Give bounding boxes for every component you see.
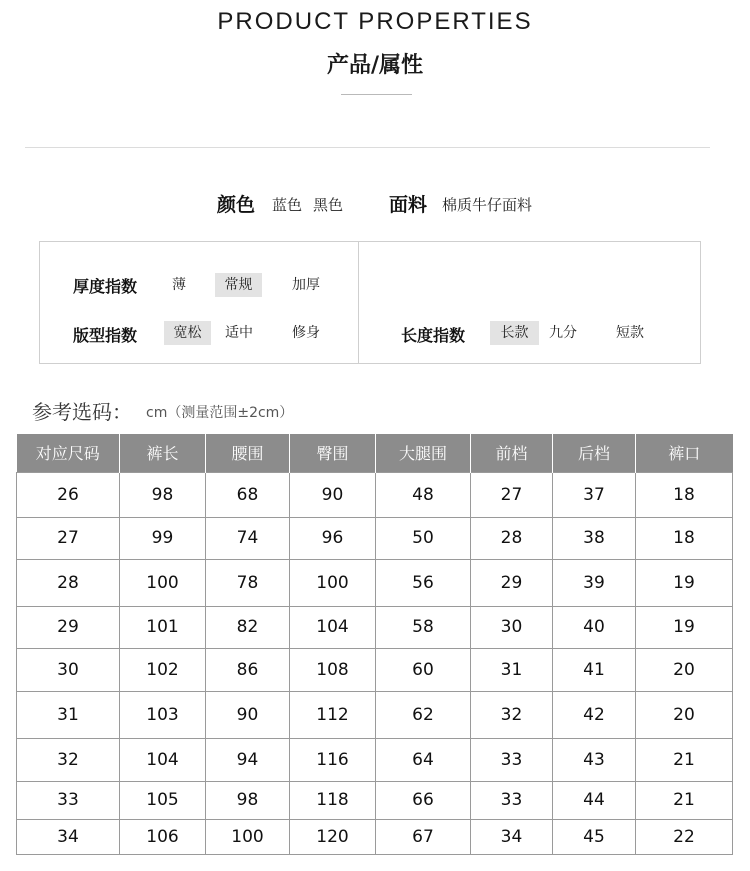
size-cell: 32 <box>17 738 120 781</box>
spec-box <box>39 241 701 364</box>
size-cell: 27 <box>17 517 120 559</box>
table-row <box>17 517 733 559</box>
measurement-cell: 42 <box>553 691 636 738</box>
fabric-value: 棉质牛仔面料 <box>442 196 533 214</box>
size-chart-subtitle: cm（测量范围±2cm） <box>146 405 294 421</box>
measurement-cell: 112 <box>290 691 376 738</box>
title-underline <box>341 94 412 95</box>
thickness-option-thick: 加厚 <box>292 277 320 293</box>
measurement-cell: 19 <box>636 559 733 606</box>
size-cell: 28 <box>17 559 120 606</box>
measurement-cell: 21 <box>636 781 733 819</box>
size-cell: 34 <box>17 819 120 854</box>
thickness-option-thin: 薄 <box>172 277 186 293</box>
column-header: 前档 <box>471 434 553 472</box>
measurement-cell: 18 <box>636 472 733 517</box>
measurement-cell: 19 <box>636 606 733 648</box>
measurement-cell: 68 <box>206 472 290 517</box>
section-divider <box>25 147 710 148</box>
color-value-blue: 蓝色 <box>272 196 303 214</box>
measurement-cell: 43 <box>553 738 636 781</box>
table-row <box>17 819 733 854</box>
length-option-short: 短款 <box>616 325 644 341</box>
measurement-cell: 102 <box>120 648 206 691</box>
size-chart-title: 参考选码： <box>32 400 132 424</box>
column-header: 对应尺码 <box>17 434 120 472</box>
table-row <box>17 781 733 819</box>
table-row <box>17 691 733 738</box>
measurement-cell: 28 <box>471 517 553 559</box>
column-header: 大腿围 <box>376 434 471 472</box>
measurement-cell: 18 <box>636 517 733 559</box>
measurement-cell: 105 <box>120 781 206 819</box>
column-header: 后档 <box>553 434 636 472</box>
measurement-cell: 98 <box>206 781 290 819</box>
size-cell: 31 <box>17 691 120 738</box>
measurement-cell: 100 <box>206 819 290 854</box>
measurement-cell: 118 <box>290 781 376 819</box>
thickness-option-regular: 常规 <box>215 273 262 297</box>
table-row <box>17 606 733 648</box>
column-header: 裤口 <box>636 434 733 472</box>
measurement-cell: 40 <box>553 606 636 648</box>
fit-label: 版型指数 <box>73 326 138 345</box>
measurement-cell: 45 <box>553 819 636 854</box>
measurement-cell: 104 <box>120 738 206 781</box>
measurement-cell: 31 <box>471 648 553 691</box>
fit-option-regular: 适中 <box>225 325 253 341</box>
measurement-cell: 86 <box>206 648 290 691</box>
measurement-cell: 90 <box>290 472 376 517</box>
column-header: 臀围 <box>290 434 376 472</box>
length-label: 长度指数 <box>401 326 466 345</box>
measurement-cell: 98 <box>120 472 206 517</box>
measurement-cell: 38 <box>553 517 636 559</box>
size-table-header <box>17 434 733 472</box>
measurement-cell: 62 <box>376 691 471 738</box>
measurement-cell: 48 <box>376 472 471 517</box>
measurement-cell: 120 <box>290 819 376 854</box>
measurement-cell: 101 <box>120 606 206 648</box>
column-header: 裤长 <box>120 434 206 472</box>
measurement-cell: 20 <box>636 648 733 691</box>
measurement-cell: 96 <box>290 517 376 559</box>
table-row <box>17 472 733 517</box>
measurement-cell: 90 <box>206 691 290 738</box>
measurement-cell: 50 <box>376 517 471 559</box>
measurement-cell: 103 <box>120 691 206 738</box>
measurement-cell: 106 <box>120 819 206 854</box>
measurement-cell: 22 <box>636 819 733 854</box>
measurement-cell: 21 <box>636 738 733 781</box>
measurement-cell: 67 <box>376 819 471 854</box>
measurement-cell: 82 <box>206 606 290 648</box>
measurement-cell: 30 <box>471 606 553 648</box>
measurement-cell: 116 <box>290 738 376 781</box>
page-title-en: PRODUCT PROPERTIES <box>217 8 533 35</box>
measurement-cell: 94 <box>206 738 290 781</box>
color-label: 颜色 <box>217 194 256 216</box>
measurement-cell: 100 <box>120 559 206 606</box>
column-header: 腰围 <box>206 434 290 472</box>
measurement-cell: 34 <box>471 819 553 854</box>
size-table <box>16 434 733 855</box>
measurement-cell: 78 <box>206 559 290 606</box>
measurement-cell: 27 <box>471 472 553 517</box>
measurement-cell: 74 <box>206 517 290 559</box>
measurement-cell: 66 <box>376 781 471 819</box>
measurement-cell: 39 <box>553 559 636 606</box>
measurement-cell: 20 <box>636 691 733 738</box>
measurement-cell: 60 <box>376 648 471 691</box>
color-value-black: 黑色 <box>313 196 344 214</box>
measurement-cell: 108 <box>290 648 376 691</box>
measurement-cell: 56 <box>376 559 471 606</box>
fit-option-loose: 宽松 <box>164 321 211 345</box>
table-row <box>17 648 733 691</box>
measurement-cell: 44 <box>553 781 636 819</box>
fit-option-slim: 修身 <box>292 325 320 341</box>
measurement-cell: 33 <box>471 781 553 819</box>
measurement-cell: 41 <box>553 648 636 691</box>
table-row <box>17 738 733 781</box>
measurement-cell: 100 <box>290 559 376 606</box>
page-title-cn: 产品/属性 <box>326 53 424 78</box>
length-option-long: 长款 <box>490 321 539 345</box>
measurement-cell: 58 <box>376 606 471 648</box>
measurement-cell: 99 <box>120 517 206 559</box>
size-cell: 33 <box>17 781 120 819</box>
fabric-label: 面料 <box>389 194 428 216</box>
size-cell: 29 <box>17 606 120 648</box>
measurement-cell: 37 <box>553 472 636 517</box>
measurement-cell: 29 <box>471 559 553 606</box>
spec-divider <box>358 242 359 363</box>
measurement-cell: 104 <box>290 606 376 648</box>
length-option-ankle: 九分 <box>549 325 577 341</box>
thickness-label: 厚度指数 <box>73 277 138 296</box>
measurement-cell: 64 <box>376 738 471 781</box>
size-cell: 30 <box>17 648 120 691</box>
measurement-cell: 33 <box>471 738 553 781</box>
size-cell: 26 <box>17 472 120 517</box>
measurement-cell: 32 <box>471 691 553 738</box>
table-row <box>17 559 733 606</box>
